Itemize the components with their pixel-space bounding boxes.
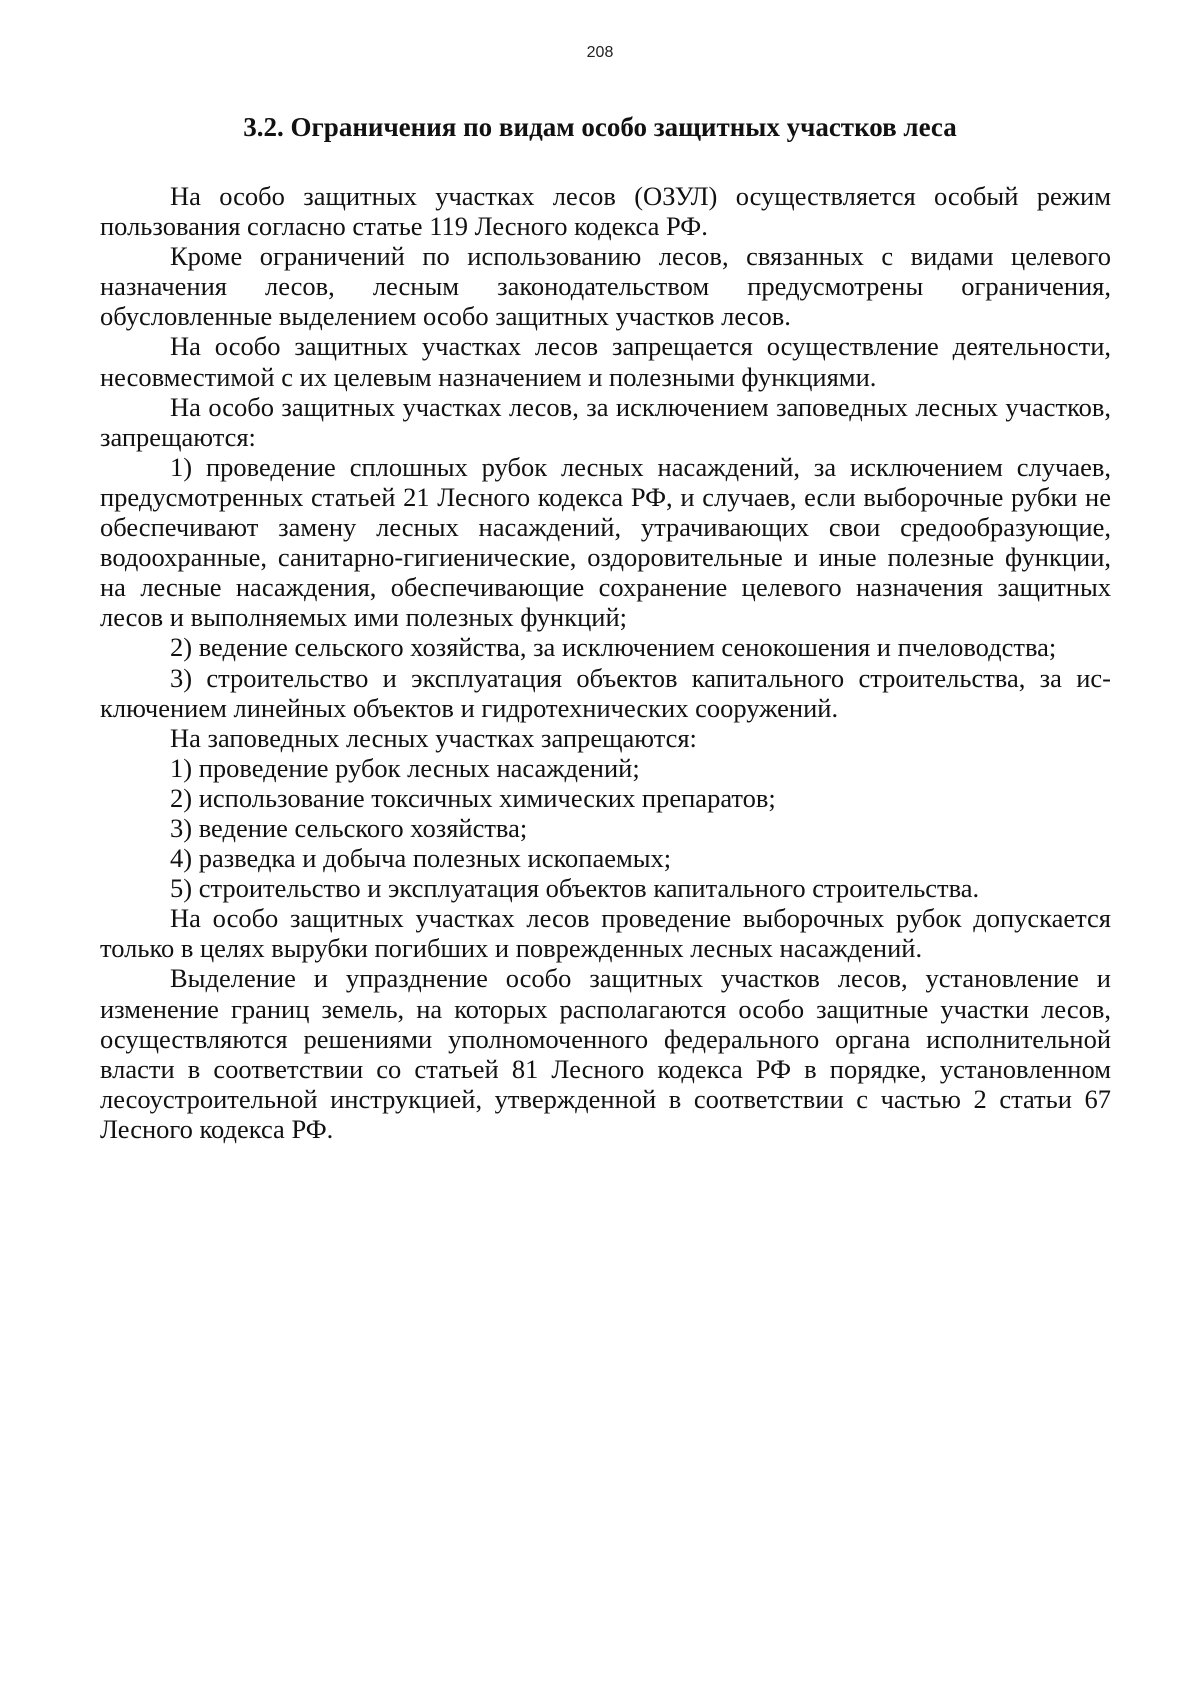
paragraph: На заповедных лесных участках запрещаются:: [170, 722, 697, 753]
paragraph: На особо защитных участках лесов, за исключением заповедных лесных участков, запрещаются:: [100, 391, 1111, 452]
list-item: 3) строительство и эксплуатация объектов капитального строительства, за исключением линейных объектов и гидротехнических сооружений.: [100, 662, 1111, 723]
list-item: 1) проведение рубок лесных насаждений;: [170, 752, 640, 783]
page-number: 208: [586, 44, 614, 61]
paragraph: На особо защитных участках лесов запрещается осуществление деятельности, несовместимой с их целевым назначением и полезными функциями.: [100, 331, 1111, 392]
section-heading: 3.2. Ограничения по видам особо защитных участков леса: [243, 112, 957, 142]
list-item: 3) ведение сельского хозяйства;: [170, 812, 528, 843]
list-item: 4) разведка и добыча полезных ископаемых;: [170, 843, 672, 874]
body-text: [100, 181, 1111, 1144]
list-item: 2) использование токсичных химических препаратов;: [170, 782, 776, 813]
list-item: 1) проведение сплошных рубок лесных насаждений, за исключением случаев, предусмотренных статьей 21 Лесного кодекса РФ, и случаев, если выборочные рубки не обеспечивают замену лесных насаждений, утрачивающих свои средообразующие, водоохранные, санитарно-гигиенические, оздоровительные и иные полезные функции, на лесные насаждения, обеспечивающие сохранение целевого назначения защитных лесов и выполняемых ими полезных функций;: [100, 451, 1111, 633]
list-item: 5) строительство и эксплуатация объектов капитального строительства.: [170, 873, 980, 904]
paragraph: На особо защитных участках лесов (ОЗУЛ) осуществляется особый режим пользования согласно статье 119 Лесного кодекса РФ.: [100, 181, 1111, 242]
paragraph: На особо защитных участках лесов проведение выборочных рубок допускается только в целях вырубки погибших и поврежденных лесных насаждений.: [100, 903, 1111, 964]
paragraph: Выделение и упразднение особо защитных участков лесов, установление и изменение границ земель, на которых располагаются особо защитные участки лесов, осуществляются решениями уполномоченного федерального органа исполнительной власти в соответствии со статьей 81 Лесного кодекса РФ в порядке, установленном лесоустроительной инструкцией, утвержденной в соответствии с частью 2 статьи 67 Лесного кодекса РФ.: [100, 963, 1111, 1144]
paragraph: Кроме ограничений по использованию лесов, связанных с видами целевого назначения лесов, лесным законодательством предусмотрены ограничения, обусловленные выделением особо защитных участков лесов.: [100, 241, 1111, 332]
list-item: 2) ведение сельского хозяйства, за исключением сенокошения и пчеловодства;: [170, 632, 1057, 663]
